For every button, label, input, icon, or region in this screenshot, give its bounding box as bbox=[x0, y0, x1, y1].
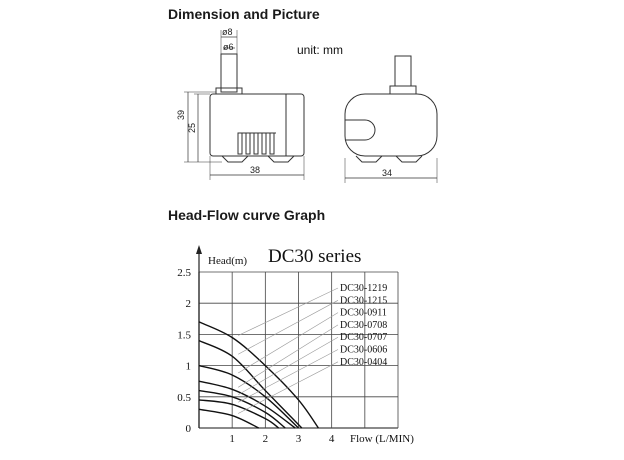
legend-leader-line bbox=[238, 350, 338, 403]
chart-curves bbox=[199, 322, 318, 428]
front-view bbox=[184, 30, 304, 180]
outer-diameter-label: ø8 bbox=[222, 27, 233, 37]
y-axis-label: Head(m) bbox=[208, 255, 248, 267]
legend-entry: DC30-0606 bbox=[340, 344, 388, 356]
dimension-heading: Dimension and Picture bbox=[168, 6, 320, 22]
y-tick-label: 2 bbox=[185, 298, 191, 311]
x-tick-label: 4 bbox=[328, 433, 335, 445]
x-tick-label: 1 bbox=[229, 433, 235, 445]
chart-title: DC30 series bbox=[268, 246, 362, 267]
unit-label: unit: mm bbox=[297, 43, 344, 57]
legend-entry: DC30-0708 bbox=[340, 319, 388, 331]
side-view bbox=[345, 56, 437, 183]
pump-body-front bbox=[210, 94, 304, 156]
x-axis-label: Flow (L/MIN) bbox=[350, 433, 414, 445]
legend-entry: DC30-0707 bbox=[340, 332, 388, 344]
inlet-window bbox=[345, 120, 375, 140]
x-tick-label: 2 bbox=[262, 433, 269, 445]
inner-diameter-label: ø6 bbox=[223, 42, 234, 52]
legend-entry: DC30-1215 bbox=[340, 295, 388, 307]
body-height-label: 25 bbox=[187, 122, 197, 133]
inlet-slots bbox=[238, 133, 276, 154]
suction-foot-right bbox=[268, 156, 294, 162]
series-curve bbox=[199, 409, 259, 428]
y-tick-label: 0.5 bbox=[177, 391, 191, 404]
total-height-label: 39 bbox=[176, 109, 186, 120]
legend-entry: DC30-0911 bbox=[340, 307, 387, 319]
legend-leader-line bbox=[238, 313, 338, 373]
x-tick-label: 3 bbox=[295, 433, 302, 445]
pump-body-side bbox=[345, 94, 437, 156]
length-label: 38 bbox=[250, 165, 261, 175]
head-flow-chart bbox=[177, 245, 414, 445]
y-tick-label: 1 bbox=[185, 360, 191, 373]
series-curve bbox=[199, 381, 295, 428]
y-tick-label: 2.5 bbox=[177, 267, 191, 279]
suction-foot-left bbox=[222, 156, 248, 162]
y-tick-label: 0 bbox=[185, 423, 191, 435]
legend-entry: DC30-0404 bbox=[340, 356, 388, 368]
outlet-tube bbox=[221, 54, 237, 92]
legend-leader-line bbox=[238, 288, 338, 336]
y-tick-label: 1.5 bbox=[177, 329, 191, 342]
outlet-tube-side bbox=[395, 56, 411, 86]
legend-entry: DC30-1219 bbox=[340, 283, 388, 294]
graph-heading: Head-Flow curve Graph bbox=[168, 207, 326, 223]
width-label: 34 bbox=[382, 168, 393, 178]
y-axis-arrow bbox=[196, 245, 202, 254]
